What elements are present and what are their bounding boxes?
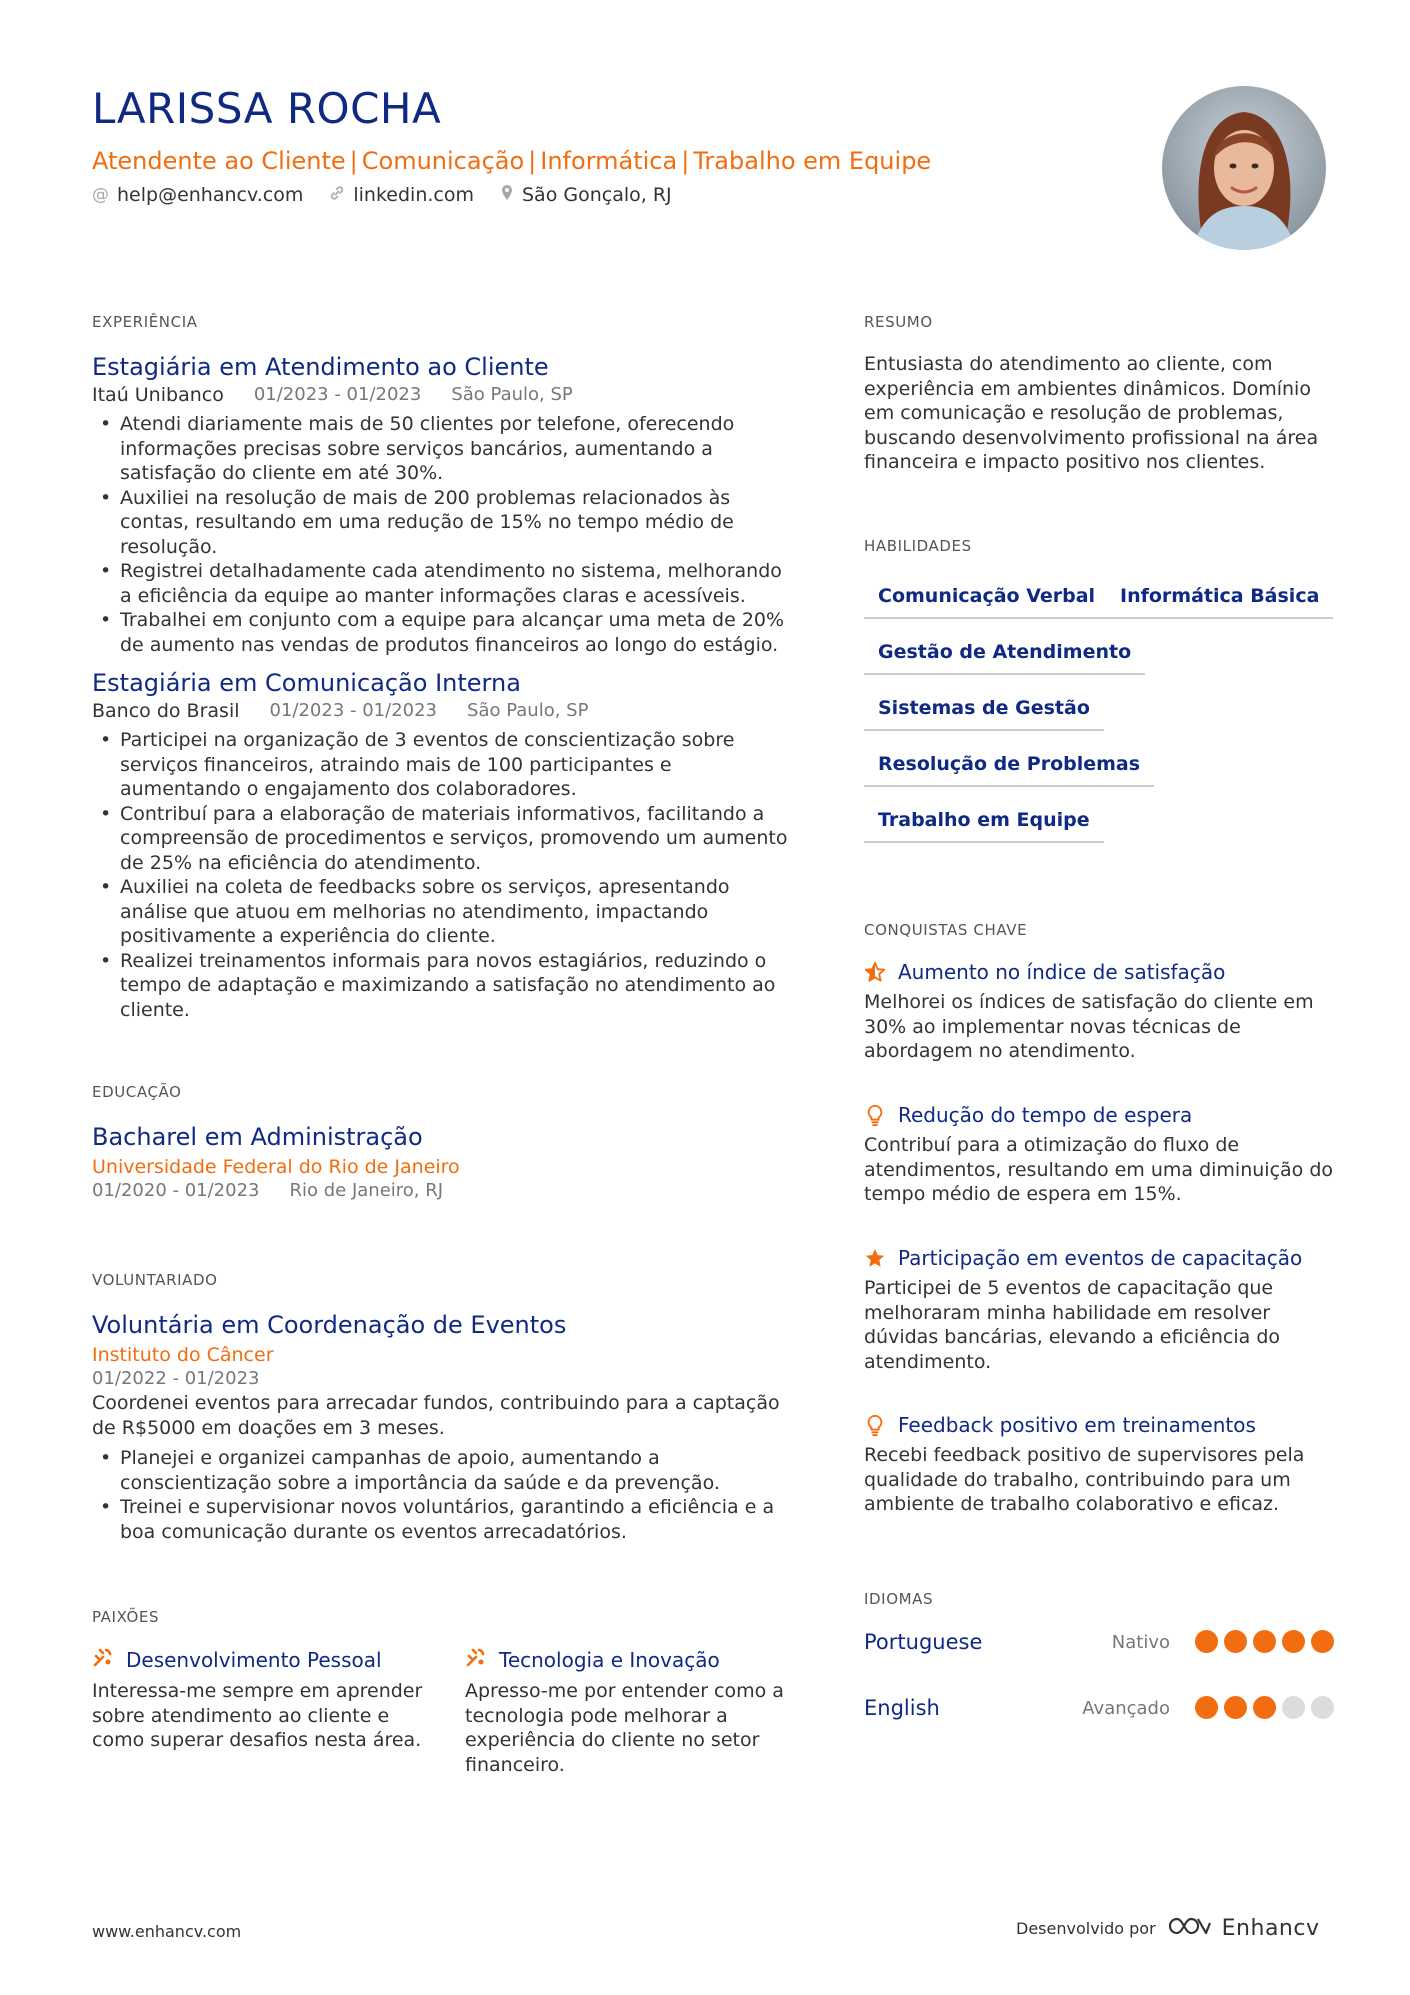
passion-title-text: Desenvolvimento Pessoal	[126, 1647, 382, 1672]
passion-item	[465, 1646, 795, 1777]
volunteer-meta	[92, 1368, 792, 1389]
experience-entry	[92, 352, 792, 657]
summary-text: Entusiasta do atendimento ao cliente, com experiência em ambientes dinâmicos. Domínio em comunicação e resolução de problemas, buscando desenvolvimento profissional na área financeira e impacto positivo nos clientes.	[864, 353, 1319, 473]
achievement-title	[864, 960, 1334, 984]
job-bullets	[92, 728, 792, 1022]
job-title: Estagiária em Atendimento ao Cliente	[92, 353, 549, 381]
achievement-title-text: Aumento no índice de satisfação	[898, 960, 1226, 984]
education-entry	[92, 1122, 792, 1201]
achievement-text: Participei de 5 eventos de capacitação que melhoraram minha habilidade em resolver dúvidas bancárias, elevando a eficiência do atendimento.	[864, 1277, 1281, 1373]
summary-heading: RESUMO	[864, 313, 933, 331]
education-heading: EDUCAÇÃO	[92, 1083, 182, 1101]
rating-dot-filled	[1253, 1696, 1276, 1719]
list-item: • Contribuí para a elaboração de materiais informativos, facilitando a compreensão de procedimentos e serviços, promovendo um aumento de 25% na eficiência do atendimento.	[92, 802, 792, 876]
location-text: São Gonçalo, RJ	[522, 184, 672, 206]
achievement-text: Recebi feedback positivo de supervisores pela qualidade do trabalho, contribuindo para um ambiente de trabalho colaborativo e eficaz.	[864, 1444, 1305, 1515]
achievement-title	[864, 1246, 1334, 1270]
profile-photo	[1162, 86, 1326, 250]
school-name: Universidade Federal do Rio de Janeiro	[92, 1156, 460, 1178]
languages-heading: IDIOMAS	[864, 1590, 934, 1608]
education-meta	[92, 1180, 792, 1201]
list-item: • Auxiliei na resolução de mais de 200 problemas relacionados às contas, resultando em uma redução de 15% no tempo médio de resolução.	[92, 486, 792, 560]
list-item: • Planejei e organizei campanhas de apoio, aumentando a conscientização sobre a importância da saúde e da prevenção.	[92, 1446, 792, 1495]
volunteer-bullets	[92, 1446, 792, 1544]
location-contact	[500, 184, 672, 206]
star-half-icon	[864, 961, 886, 983]
passion-title	[465, 1646, 795, 1673]
achievement-item	[864, 1413, 1334, 1517]
skill-tag: Sistemas de Gestão	[864, 697, 1104, 731]
passion-text: Interessa-me sempre em aprender sobre atendimento ao cliente e como superar desafios nesta área.	[92, 1680, 423, 1751]
rating-dot-empty	[1311, 1696, 1334, 1719]
language-name: English	[864, 1696, 940, 1720]
achievement-item	[864, 960, 1334, 1064]
language-rating	[1195, 1630, 1334, 1653]
job-location: São Paulo, SP	[467, 700, 589, 721]
language-row	[864, 1630, 1334, 1660]
job-meta	[92, 384, 792, 406]
skill-tag: Gestão de Atendimento	[864, 641, 1145, 675]
headline-part: Comunicação	[361, 147, 525, 175]
job-dates: 01/2023 - 01/2023	[253, 384, 422, 405]
list-item: • Realizei treinamentos informais para novos estagiários, reduzindo o tempo de adaptação e maximizando a satisfação no atendimento ao cliente.	[92, 949, 792, 1023]
job-title: Estagiária em Comunicação Interna	[92, 669, 521, 697]
star-icon	[864, 1247, 886, 1269]
language-name: Portuguese	[864, 1630, 983, 1654]
headline-separator: |	[528, 147, 537, 175]
email-contact[interactable]	[92, 184, 303, 206]
skill-tag: Informática Básica	[1106, 585, 1333, 619]
company-name: Itaú Unibanco	[92, 384, 224, 406]
rating-dot-filled	[1224, 1696, 1247, 1719]
list-item: • Treinei e supervisionar novos voluntários, garantindo a eficiência e a boa comunicação durante os eventos arrecadatórios.	[92, 1495, 792, 1544]
job-meta	[92, 700, 792, 722]
rating-dot-filled	[1224, 1630, 1247, 1653]
volunteer-dates: 01/2022 - 01/2023	[92, 1368, 260, 1389]
footer-website[interactable]: www.enhancv.com	[92, 1922, 242, 1941]
volunteer-entry	[92, 1310, 792, 1544]
passion-item	[92, 1646, 437, 1753]
language-rating	[1195, 1696, 1334, 1719]
at-icon: @	[92, 185, 109, 205]
lightbulb-icon	[864, 1104, 886, 1126]
achievement-text: Melhorei os índices de satisfação do cliente em 30% ao implementar novas técnicas de abordagem no atendimento.	[864, 991, 1314, 1062]
contact-bar	[92, 184, 672, 206]
achievement-item	[864, 1246, 1334, 1374]
skills-heading: HABILIDADES	[864, 537, 972, 555]
volunteer-title: Voluntária em Coordenação de Eventos	[92, 1311, 567, 1339]
rating-dot-filled	[1195, 1696, 1218, 1719]
skill-tag: Trabalho em Equipe	[864, 809, 1104, 843]
passion-title-text: Tecnologia e Inovação	[499, 1647, 720, 1672]
passion-text: Apresso-me por entender como a tecnologia pode melhorar a experiência do cliente no setor financeiro.	[465, 1680, 784, 1776]
lightbulb-icon	[864, 1414, 886, 1436]
list-item: • Trabalhei em conjunto com a equipe para alcançar uma meta de 20% de aumento nas vendas de produtos financeiros ao longo do estágio.	[92, 608, 792, 657]
rating-dot-filled	[1253, 1630, 1276, 1653]
company-name: Banco do Brasil	[92, 700, 240, 722]
degree-title: Bacharel em Administração	[92, 1123, 423, 1151]
headline-part: Informática	[540, 147, 678, 175]
volunteer-org: Instituto do Câncer	[92, 1344, 274, 1366]
link-icon	[329, 185, 345, 206]
rating-dot-filled	[1282, 1630, 1305, 1653]
achievement-item	[864, 1103, 1334, 1207]
linkedin-text[interactable]: linkedin.com	[353, 184, 474, 206]
language-level: Nativo	[1111, 1632, 1170, 1653]
education-location: Rio de Janeiro, RJ	[289, 1180, 444, 1201]
skill-tag: Comunicação Verbal	[864, 585, 1109, 619]
headline-part: Atendente ao Cliente	[92, 147, 346, 175]
headline-separator: |	[349, 147, 358, 175]
job-bullets	[92, 412, 792, 657]
language-row	[864, 1696, 1334, 1726]
headline	[92, 146, 931, 177]
volunteer-summary: Coordenei eventos para arrecadar fundos, contribuindo para a captação de R$5000 em doações em 3 meses.	[92, 1392, 780, 1439]
job-dates: 01/2023 - 01/2023	[269, 700, 438, 721]
list-item: • Atendi diariamente mais de 50 clientes por telefone, oferecendo informações precisas sobre serviços bancários, aumentando a satisfação do cliente em até 30%.	[92, 412, 792, 486]
linkedin-contact[interactable]	[329, 184, 474, 206]
passion-title	[92, 1646, 437, 1673]
achievement-title	[864, 1103, 1334, 1127]
enhancv-logo-icon	[1166, 1914, 1212, 1942]
powered-by-label: Desenvolvido por	[1016, 1918, 1156, 1938]
passion-icon	[92, 1646, 114, 1673]
footer-branding	[1016, 1914, 1319, 1942]
education-dates: 01/2020 - 01/2023	[92, 1180, 260, 1201]
location-pin-icon	[500, 184, 514, 206]
achievement-text: Contribuí para a otimização do fluxo de atendimentos, resultando em uma diminuição do tempo médio de espera em 15%.	[864, 1134, 1334, 1205]
language-level: Avançado	[1082, 1698, 1170, 1719]
list-item: • Auxiliei na coleta de feedbacks sobre os serviços, apresentando análise que atuou em melhorias no atendimento, impactando positivamente a experiência do cliente.	[92, 875, 792, 949]
volunteer-heading: VOLUNTARIADO	[92, 1271, 218, 1289]
achievement-title-text: Participação em eventos de capacitação	[898, 1246, 1303, 1270]
rating-dot-filled	[1311, 1630, 1334, 1653]
headline-separator: |	[681, 147, 690, 175]
skill-tag: Resolução de Problemas	[864, 753, 1154, 787]
achievement-title-text: Redução do tempo de espera	[898, 1103, 1193, 1127]
achievement-title	[864, 1413, 1334, 1437]
achievement-title-text: Feedback positivo em treinamentos	[898, 1413, 1256, 1437]
brand-name: Enhancv	[1221, 1915, 1320, 1941]
headline-part: Trabalho em Equipe	[693, 147, 932, 175]
achievements-heading: CONQUISTAS CHAVE	[864, 921, 1028, 939]
passions-heading: PAIXÕES	[92, 1608, 160, 1626]
experience-heading: EXPERIÊNCIA	[92, 313, 198, 331]
list-item: • Participei na organização de 3 eventos de conscientização sobre serviços financeiros, atraindo mais de 100 participantes e aumentando o engajamento dos colaboradores.	[92, 728, 792, 802]
list-item: • Registrei detalhadamente cada atendimento no sistema, melhorando a eficiência da equipe ao manter informações claras e acessíveis.	[92, 559, 792, 608]
job-location: São Paulo, SP	[451, 384, 573, 405]
email-text[interactable]: help@enhancv.com	[117, 184, 304, 206]
passion-icon	[465, 1646, 487, 1673]
rating-dot-filled	[1195, 1630, 1218, 1653]
candidate-name: LARISSA ROCHA	[92, 84, 442, 133]
experience-entry	[92, 668, 792, 1022]
rating-dot-empty	[1282, 1696, 1305, 1719]
